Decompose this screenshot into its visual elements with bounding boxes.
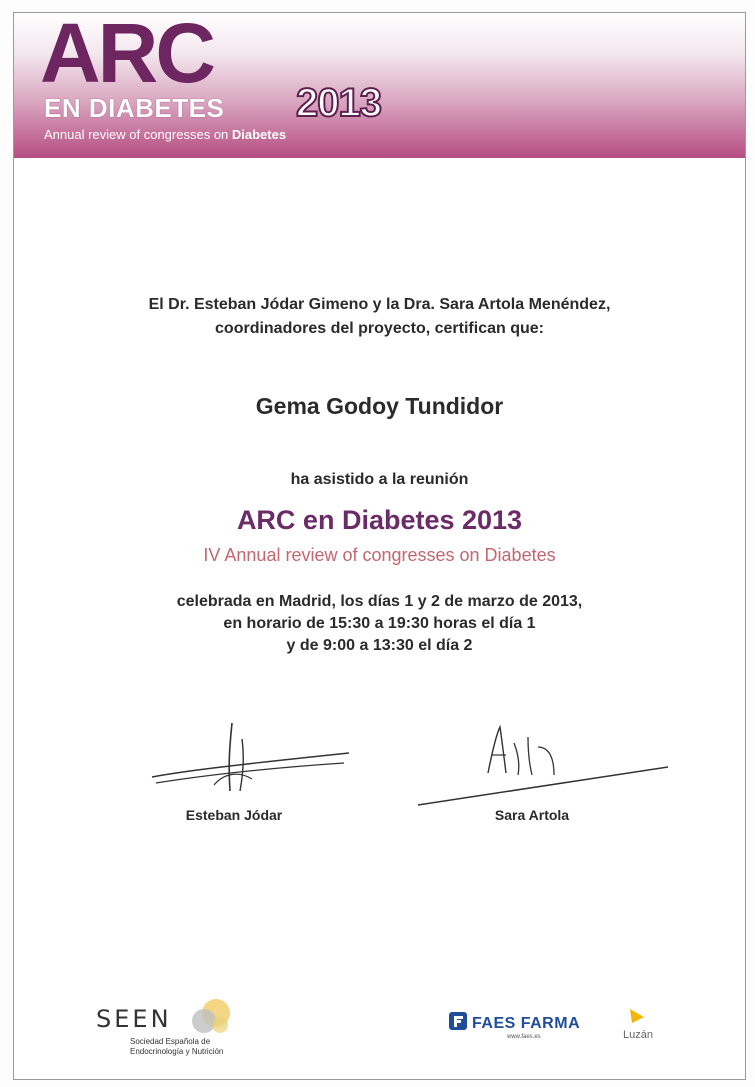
luzan-logo-text: Luzán [623,1029,653,1041]
logo-tagline-bold: Diabetes [231,127,287,142]
faes-url: www.faes.es [507,1034,541,1040]
event-details [14,591,745,657]
event-title: ARC en Diabetes 2013 [236,505,523,535]
faes-logo-icon [448,1011,468,1036]
faes-logo-text: FAES FARMA [472,1015,581,1032]
signature-name-2: Sara Artola [494,807,570,823]
signature-sara [414,713,674,813]
signature-esteban-drawing [144,713,354,803]
signature-sara-drawing [414,713,674,813]
attendee-name: Gema Godoy Tundidor [255,393,504,419]
logo-subtitle: EN DIABETES [44,93,225,123]
event-subtitle: IV Annual review of congresses on Diabetes [203,545,556,565]
seen-caption [130,1037,223,1057]
signature-name-1: Esteban Jódar [185,807,283,823]
logo-tagline-prefix: Annual review of congresses on [44,127,232,142]
seen-logo-text: SEEN [96,1005,172,1033]
details-line-3: y de 9:00 a 13:30 el día 2 [286,637,473,654]
logo-tagline [44,128,286,141]
header-banner [14,13,745,158]
logo-arc: ARC [40,12,213,100]
seen-caption-line-2: Endocrinología y Nutrición [130,1047,224,1056]
intro-line-1: El Dr. Esteban Jódar Gimeno y la Dra. Sara Artola Menéndez, [148,296,611,313]
details-line-2: en horario de 15:30 a 19:30 horas el día 1 [223,615,536,632]
intro-line-2: coordinadores del proyecto, certifican que: [215,320,544,337]
seen-caption-line-1: Sociedad Española de [130,1037,211,1046]
certificate-page [13,12,746,1080]
details-line-1: celebrada en Madrid, los días 1 y 2 de marzo de 2013, [176,593,583,610]
attended-text: ha asistido a la reunión [290,471,469,488]
luzan-logo-icon [628,1007,646,1030]
logo-year: 2013 [296,81,381,125]
signature-esteban [144,713,354,803]
certificate-intro [14,293,745,341]
